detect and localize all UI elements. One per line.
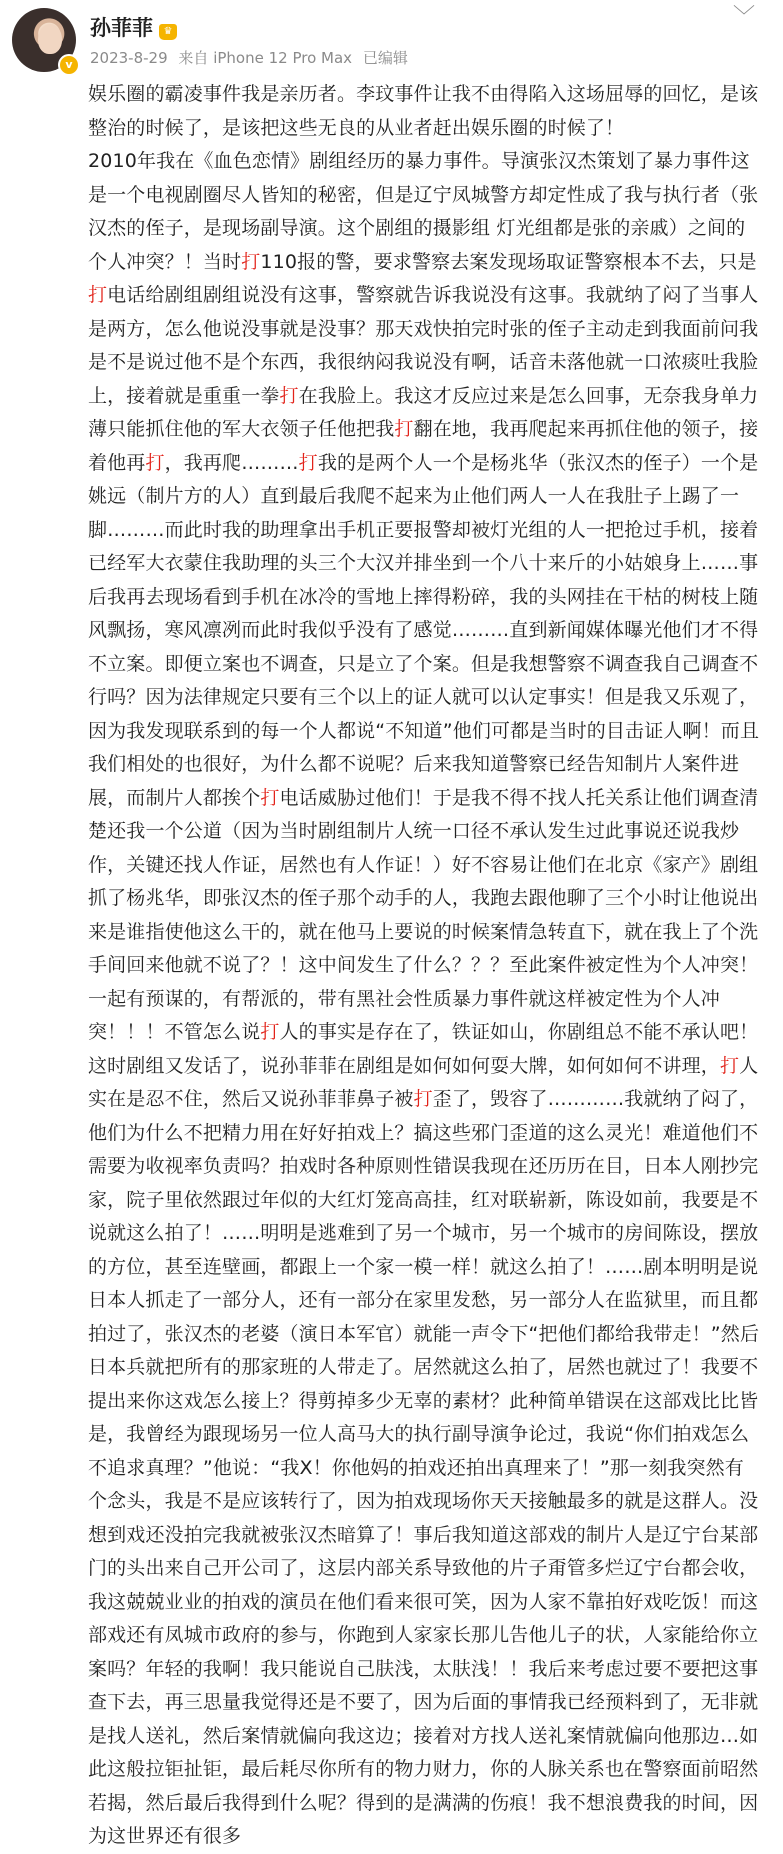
post-text: 娱乐圈的霸凌事件我是亲历者。李玟事件让我不由得陷入这场屈辱的回忆，是该整治的时候了，是该把这些无良的从业者赶出娱乐圈的时候了！ bbox=[88, 83, 759, 139]
username-row bbox=[90, 12, 177, 42]
highlighted-keyword: 打 bbox=[145, 451, 165, 474]
highlighted-keyword: 打 bbox=[394, 418, 414, 440]
edited-label[interactable]: 已编辑 bbox=[362, 49, 408, 67]
avatar-face bbox=[38, 24, 62, 54]
post-text: 翻在地，我再爬起来再抓住他的领子，接着他再 bbox=[88, 418, 759, 474]
username[interactable]: 孙菲菲 bbox=[90, 16, 153, 40]
post-text: 电话威胁过他们！于是我不得不找人托关系让他们调查清楚还我一个公道（因为当时剧组制片人统一口径不承认发生过此事说还说我炒作，关键还找人作证，居然也有人作证！）好不容易让他们在北京《家产》剧组抓了杨兆华，即张汉杰的侄子那个动手的人，我跑去跟他聊了三个小时让他说出来是谁指使他这么干的，就在他马上要说的时候案情急转直下，就在我上了个洗手间回来他就不说了？！这中间发生了什么？？？至此案件被定性为个人冲突！一起有预谋的，有帮派的，带有黑社会性质暴力事件就这样被定性为个人冲突！！！不管怎么说 bbox=[88, 786, 759, 1043]
chevron-down-icon[interactable]: ﹀ bbox=[732, 5, 755, 30]
post-body bbox=[88, 78, 760, 1854]
post-paragraph bbox=[88, 78, 760, 145]
highlighted-keyword: 打 bbox=[298, 451, 318, 474]
post-text: 110报的警，要求警察去案发现场取证警察根本不去，只是 bbox=[260, 250, 757, 273]
post-text: 人的事实是存在了，铁证如山，你剧组总不能不承认吧！这时剧组又发话了，说孙菲菲在剧组是如何如何耍大牌，如何如何不讲理， bbox=[88, 1021, 759, 1077]
post-text: ，我再爬……… bbox=[164, 451, 299, 474]
post-source: 来自 iPhone 12 Pro Max bbox=[178, 49, 353, 67]
post-text: 歪了，毁容了…………我就纳了闷了，他们为什么不把精力用在好好拍戏上？搞这些邪门歪道的这么灵光！难道他们不需要为收视率负责吗？拍戏时各种原则性错误我现在还历历在目，日本人刚抄完家，院子里依然跟过年似的大红灯笼高高挂，红对联崭新，陈设如前，我要是不说就这么拍了！……明明是逃难到了另一个城市，另一个城市的房间陈设，摆放的方位，甚至连壁画，都跟上一个家一模一样！就这么拍了！……剧本明明是说日本人抓走了一部分人，还有一部分在家里发愁，另一部分人在监狱里，而且都拍过了，张汉杰的老婆（演日本军官）就能一声令下“把他们都给我带走！”然后日本兵就把所有的那家班的人带走了。居然就这么拍了，居然也就过了！我要不提出来你这戏怎么接上？得剪掉多少无辜的素材？此种简单错误在这部戏比比皆是，我曾经为跟现场另一位人高马大的执行副导演争论过，我说“你们拍戏怎么不追求真理？”他说：“我X！你他妈的拍戏还拍出真理来了！”那一刻我突然有个念头，我是不是应该转行了，因为拍戏现场你天天接触最多的就是这群人。没想到戏还没拍完我就被张汉杰暗算了！事后我知道这部戏的制片人是辽宁台某部门的头出来自己开公司了，这层内部关系导致他的片子甭管多烂辽宁台都会收，我这兢兢业业的拍戏的演员在他们看来很可笑，因为人家不靠拍好戏吃饭！而这部戏还有凤城市政府的参与，你跑到人家家长那儿告他儿子的状，人家能给你立案吗？年轻的我啊！我只能说自己肤浅，太肤浅！！我后来考虑过要不要把这事查下去，再三思量我觉得还是不要了，因为后面的事情我已经预料到了，无非就是找人送礼，然后案情就偏向我这边；接着对方找人送礼案情就偏向他那边…如此这般拉钜扯钜，最后耗尽你所有的物力财力，你的人脉关系也在警察面前昭然若揭，然后最后我得到什么呢？得到的是满满的伤痕！我不想浪费我的时间，因为这世界还有很多 bbox=[88, 1088, 760, 1847]
highlighted-keyword: 打 bbox=[279, 384, 299, 407]
highlighted-keyword: 打 bbox=[413, 1088, 433, 1110]
verified-badge-icon: v bbox=[58, 54, 80, 76]
post-header bbox=[0, 0, 783, 82]
highlighted-keyword: 打 bbox=[241, 250, 261, 273]
highlighted-keyword: 打 bbox=[260, 1021, 280, 1043]
post-text: 在我脸上。我这才反应过来是怎么回事，无奈我身单力薄只能抓住他的军大衣领子任他把我 bbox=[88, 384, 759, 440]
crown-icon: ♛ bbox=[159, 24, 177, 40]
highlighted-keyword: 打 bbox=[88, 284, 108, 306]
post-text: 2010年我在《血色恋情》剧组经历的暴力事件。导演张汉杰策划了暴力事件这是一个电视剧圈尽人皆知的秘密，但是辽宁凤城警方却定性成了我与执行者（张汉杰的侄子，是现场副导演。这个剧组的摄影组 灯光组都是张的亲戚）之间的个人冲突？！当时 bbox=[88, 150, 759, 273]
post-text: 电话给剧组剧组说没有这事，警察就告诉我说没有这事。我就纳了闷了当事人是两方，怎么他说没事就是没事？那天戏快拍完时张的侄子主动走到我面前问我是不是说过他不是个东西，我很纳闷我说没有啊，话音未落他就一口浓痰吐我脸上，接着就是重重一拳 bbox=[88, 284, 759, 407]
post-text: 我的是两个人一个是杨兆华（张汉杰的侄子）一个是姚远（制片方的人）直到最后我爬不起来为止他们两人一人在我肚子上踢了一脚………而此时我的助理拿出手机正要报警却被灯光组的人一把抢过手机，接着已经军大衣蒙住我助理的头三个大汉并排坐到一个八十来斤的小姑娘身上……事后我再去现场看到手机在冰冷的雪地上摔得粉碎，我的头网挂在干枯的树枝上随风飘扬，寒风凛冽而此时我似乎没有了感觉………直到新闻媒体曝光他们才不得不立案。即便立案也不调查，只是立了个案。但是我想警察不调查我自己调查不行吗？因为法律规定只要有三个以上的证人就可以认定事实！但是我又乐观了，因为我发现联系到的每一个人都说“不知道”他们可都是当时的目击证人啊！而且我们相处的也很好，为什么都不说呢？后来我知道警察已经告知制片人案件进展，而制片人都挨个 bbox=[88, 451, 760, 809]
post-meta bbox=[90, 47, 414, 68]
post-date: 2023-8-29 bbox=[90, 49, 168, 67]
highlighted-keyword: 打 bbox=[260, 786, 280, 809]
highlighted-keyword: 打 bbox=[719, 1054, 740, 1077]
post-text: 人实在是忍不住，然后又说孙菲菲鼻子被 bbox=[88, 1054, 759, 1110]
post-paragraph bbox=[88, 145, 760, 1854]
